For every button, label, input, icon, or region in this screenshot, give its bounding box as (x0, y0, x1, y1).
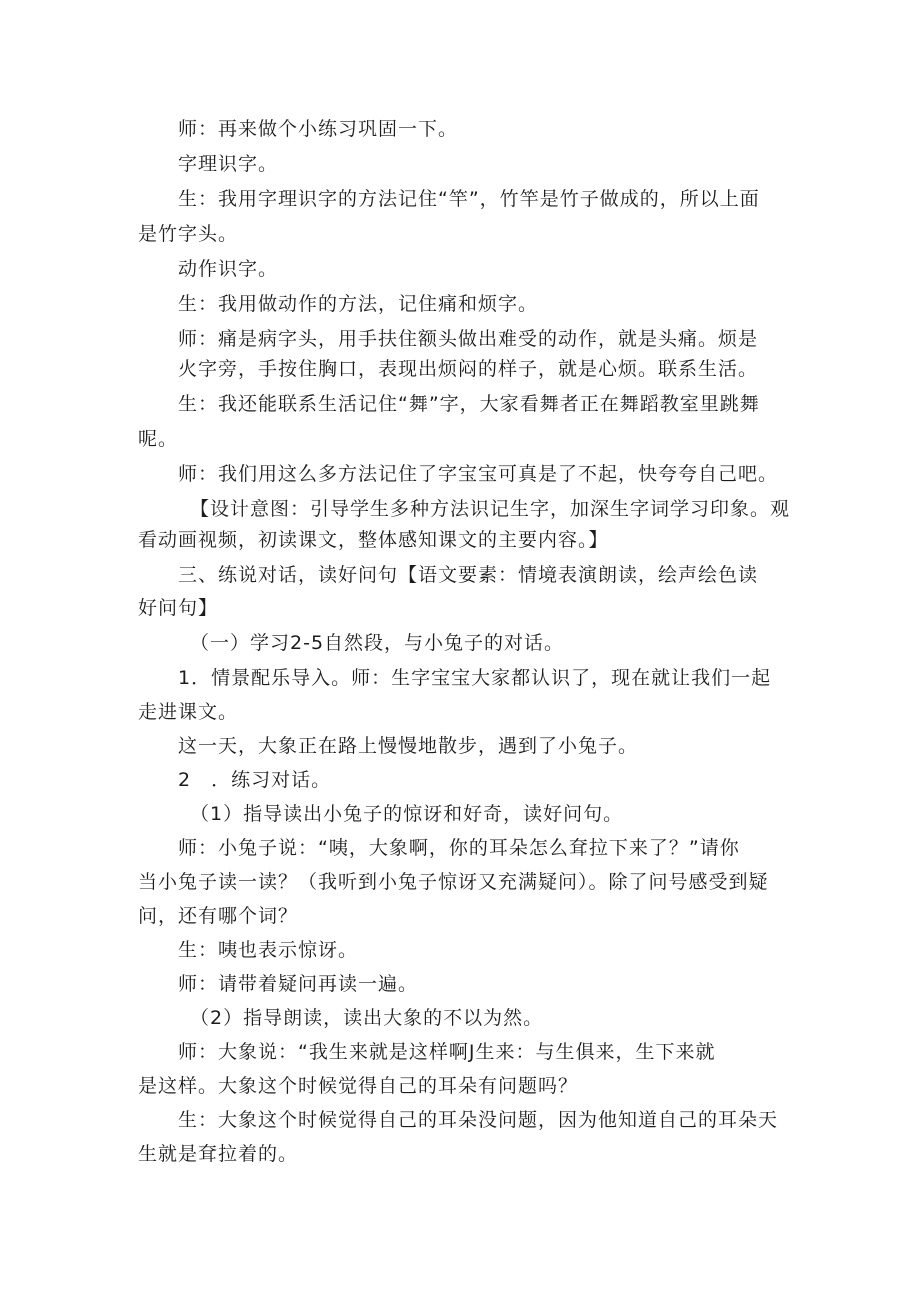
text-line: 生：我还能联系生活记住“舞”字，大家看舞者正在舞蹈教室里跳舞 (178, 393, 760, 415)
text-line: 火字旁，手按住胸口，表现出烦闷的样子，就是心烦。联系生活。 (178, 358, 759, 380)
text-line: 三、练说对话，读好问句【语文要素：情境表演朗读，绘声绘色读 (178, 564, 759, 586)
text-line: 师：请带着疑问再读一遍。 (178, 973, 419, 995)
text-line: （2）指导朗读，读出大象的不以为然。 (190, 1007, 544, 1029)
text-line: 看动画视频，初读课文，整体感知课文的主要内容。】 (138, 529, 609, 551)
text-line: 当小兔子读一读？（我听到小兔子惊讶又充满疑问）。除了问号感受到疑 (138, 871, 769, 893)
text-line: 师：小兔子说：“咦，大象啊，你的耳朵怎么耷拉下来了？”请你 (178, 837, 740, 859)
text-line: 生：我用字理识字的方法记住“竿”，竹竿是竹子做成的，所以上面 (178, 188, 760, 210)
text-line: 师：痛是病字头，用手扶住额头做出难受的动作，就是头痛。烦是 (178, 328, 759, 350)
text-line: 这一天，大象正在路上慢慢地散步，遇到了小兔子。 (178, 735, 639, 757)
text-line: 1．情景配乐导入。师：生字宝宝大家都认识了，现在就让我们一起 (178, 667, 772, 689)
text-line: （1）指导读出小兔子的惊讶和好奇，读好问句。 (190, 803, 624, 825)
text-line: 师：我们用这么多方法记住了字宝宝可真是了不起，快夸夸自己吧。 (178, 463, 779, 485)
text-line: 字理识字。 (178, 153, 279, 175)
text-line: 师：大象说：“我生来就是这样啊J生来：与生俱来，生下来就 (178, 1041, 716, 1063)
text-line: 生就是耷拉着的。 (138, 1143, 299, 1165)
text-line: 好问句】 (138, 597, 219, 619)
text-line: 呢。 (138, 428, 179, 450)
text-line: （一）学习2-5自然段，与小兔子的对话。 (190, 632, 565, 654)
text-line: 是这样。大象这个时候觉得自己的耳朵有问题吗？ (138, 1075, 579, 1097)
text-line: 2 ．练习对话。 (178, 769, 332, 791)
text-line: 是竹字头。 (138, 223, 239, 245)
text-line: 师：再来做个小练习巩固一下。 (178, 118, 459, 140)
text-line: 【设计意图：引导学生多种方法识记生字，加深生字词学习印象。观 (190, 498, 791, 520)
text-line: 生：我用做动作的方法，记住痛和烦字。 (178, 293, 539, 315)
text-line: 走进课文。 (138, 701, 239, 723)
text-line: 动作识字。 (178, 258, 279, 280)
text-line: 生：咦也表示惊讶。 (178, 939, 359, 961)
text-line: 问，还有哪个词？ (138, 905, 299, 927)
text-line: 生：大象这个时候觉得自己的耳朵没问题，因为他知道自己的耳朵天 (178, 1109, 779, 1131)
